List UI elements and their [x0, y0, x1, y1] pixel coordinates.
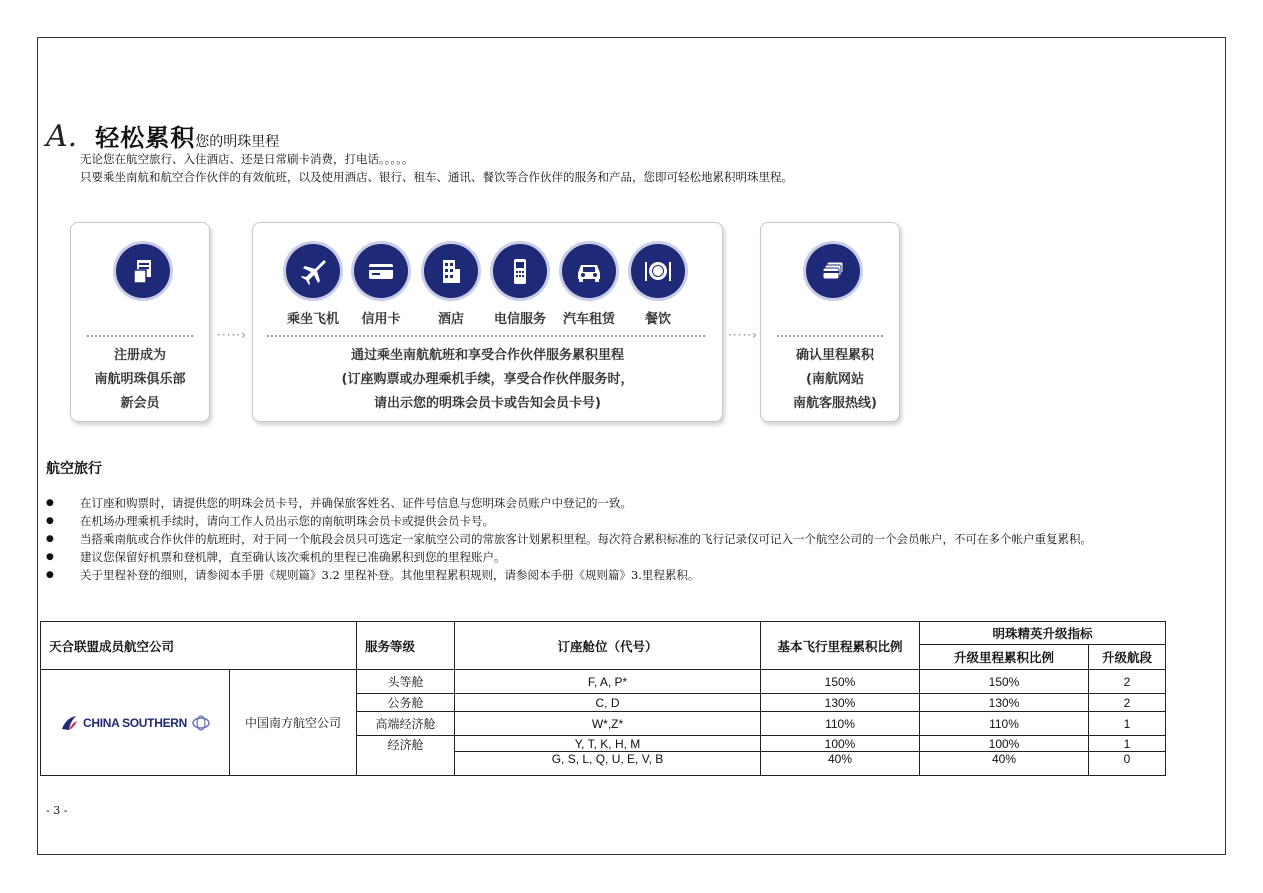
category-label: 信用卡	[361, 312, 401, 327]
list-item: ● 建议您保留好机票和登机牌，直至确认该次乘机的里程已准确累积到您的里程账户。	[46, 548, 1216, 566]
skyteam-logo-icon	[191, 713, 211, 733]
credit-card-icon	[354, 244, 408, 298]
header-upgrade-segments: 升级航段	[1089, 645, 1166, 670]
mileage-table	[40, 621, 1166, 776]
cell-base: 130%	[761, 694, 920, 712]
flow-step-register	[70, 222, 210, 422]
cell-segments: 1	[1089, 736, 1166, 752]
cell-upgrade: 110%	[920, 712, 1089, 736]
cell-upgrade: 100%	[920, 736, 1089, 752]
header-base-ratio: 基本飞行里程累积比例	[761, 622, 920, 670]
page-number: - 3 -	[46, 804, 68, 817]
cell-segments: 2	[1089, 694, 1166, 712]
cell-segments: 0	[1089, 752, 1166, 776]
cell-booking: Y, T, K, H, M	[455, 736, 761, 752]
cell-booking: G, S, L, Q, U, E, V, B	[455, 752, 761, 776]
divider	[267, 335, 705, 337]
cell-upgrade: 130%	[920, 694, 1089, 712]
flow-arrow: ·····›	[728, 328, 758, 342]
category-label: 酒店	[437, 312, 464, 327]
section-subtitle: 您的明珠里程	[195, 134, 280, 150]
flow-step-text: 注册成为 南航明珠俱乐部 新会员	[94, 348, 186, 411]
cell-booking: C, D	[455, 694, 761, 712]
cell-service: 经济舱	[357, 736, 455, 776]
dining-icon	[631, 244, 685, 298]
list-item: ● 在订座和购票时，请提供您的明珠会员卡号，并确保旅客姓名、证件号信息与您明珠会员账户中登记的一致。	[46, 494, 1216, 512]
cell-upgrade: 150%	[920, 670, 1089, 694]
table-row	[41, 670, 1166, 694]
header-upgrade-ratio: 升级里程累积比例	[920, 645, 1089, 670]
registration-form-icon	[116, 244, 170, 298]
cell-segments: 1	[1089, 712, 1166, 736]
intro-line: 无论您在航空旅行、入住酒店、还是日常刷卡消费，打电话。。。。。	[80, 152, 414, 166]
category-label: 电信服务	[493, 312, 546, 327]
airplane-icon	[286, 244, 340, 298]
airline-name: 中国南方航空公司	[230, 670, 357, 776]
cell-segments: 2	[1089, 670, 1166, 694]
list-item: ● 当搭乘南航或合作伙伴的航班时，对于同一个航段会员只可选定一家航空公司的常旅客计划累积里程。每次符合累积标准的飞行记录仅可记入一个航空公司的一个会员帐户，不可在多个帐户重复累积。	[46, 530, 1216, 548]
cards-icon	[806, 244, 860, 298]
section-title: 轻松累积	[95, 124, 196, 152]
cell-base: 110%	[761, 712, 920, 736]
airline-logo-cell	[41, 670, 230, 776]
flow-arrow: ·····›	[217, 328, 247, 342]
header-booking-class: 订座舱位（代号）	[455, 622, 761, 670]
list-item: ● 在机场办理乘机手续时，请向工作人员出示您的南航明珠会员卡或提供会员卡号。	[46, 512, 1216, 530]
mobile-phone-icon	[493, 244, 547, 298]
flow-step-text: 通过乘坐南航航班和享受合作伙伴服务累积里程 (订座购票或办理乘机手续，享受合作伙伴服务时， 请出示您的明珠会员卡或告知会员卡号)	[341, 348, 634, 411]
intro-line: 只要乘坐南航和航空合作伙伴的有效航班，以及使用酒店、银行、租车、通讯、餐饮等合作伙伴的服务和产品，您即可轻松地累积明珠里程。	[80, 170, 793, 184]
car-icon	[562, 244, 616, 298]
china-southern-logo-icon	[59, 713, 79, 733]
airline-logo-text: CHINA SOUTHERN	[82, 715, 188, 730]
header-airline: 天合联盟成员航空公司	[41, 622, 357, 670]
category-label: 汽车租赁	[562, 312, 615, 327]
cell-base: 150%	[761, 670, 920, 694]
cell-service: 头等舱	[357, 670, 455, 694]
category-label: 乘坐飞机	[286, 312, 339, 327]
air-travel-bullets	[46, 494, 1216, 584]
cell-booking: W*,Z*	[455, 712, 761, 736]
cell-upgrade: 40%	[920, 752, 1089, 776]
category-label: 餐饮	[644, 312, 671, 327]
flow-step-text: 确认里程累积 (南航网站 南航客服热线)	[793, 348, 877, 411]
air-travel-heading: 航空旅行	[46, 461, 102, 477]
section-heading	[46, 118, 280, 154]
cell-base: 40%	[761, 752, 920, 776]
cell-service: 公务舱	[357, 694, 455, 712]
section-letter: A.	[46, 119, 78, 154]
flow-step-earn	[252, 222, 723, 422]
hotel-icon	[424, 244, 478, 298]
list-item: ● 关于里程补登的细则，请参阅本手册《规则篇》3.2 里程补登。其他里程累积规则，请参阅本手册《规则篇》3.里程累积。	[46, 566, 1216, 584]
header-elite: 明珠精英升级指标	[920, 622, 1166, 645]
header-service-class: 服务等级	[357, 622, 455, 670]
cell-service: 高端经济舱	[357, 712, 455, 736]
cell-booking: F, A, P*	[455, 670, 761, 694]
divider	[87, 335, 193, 337]
divider	[777, 335, 883, 337]
cell-base: 100%	[761, 736, 920, 752]
flow-step-confirm	[760, 222, 900, 422]
